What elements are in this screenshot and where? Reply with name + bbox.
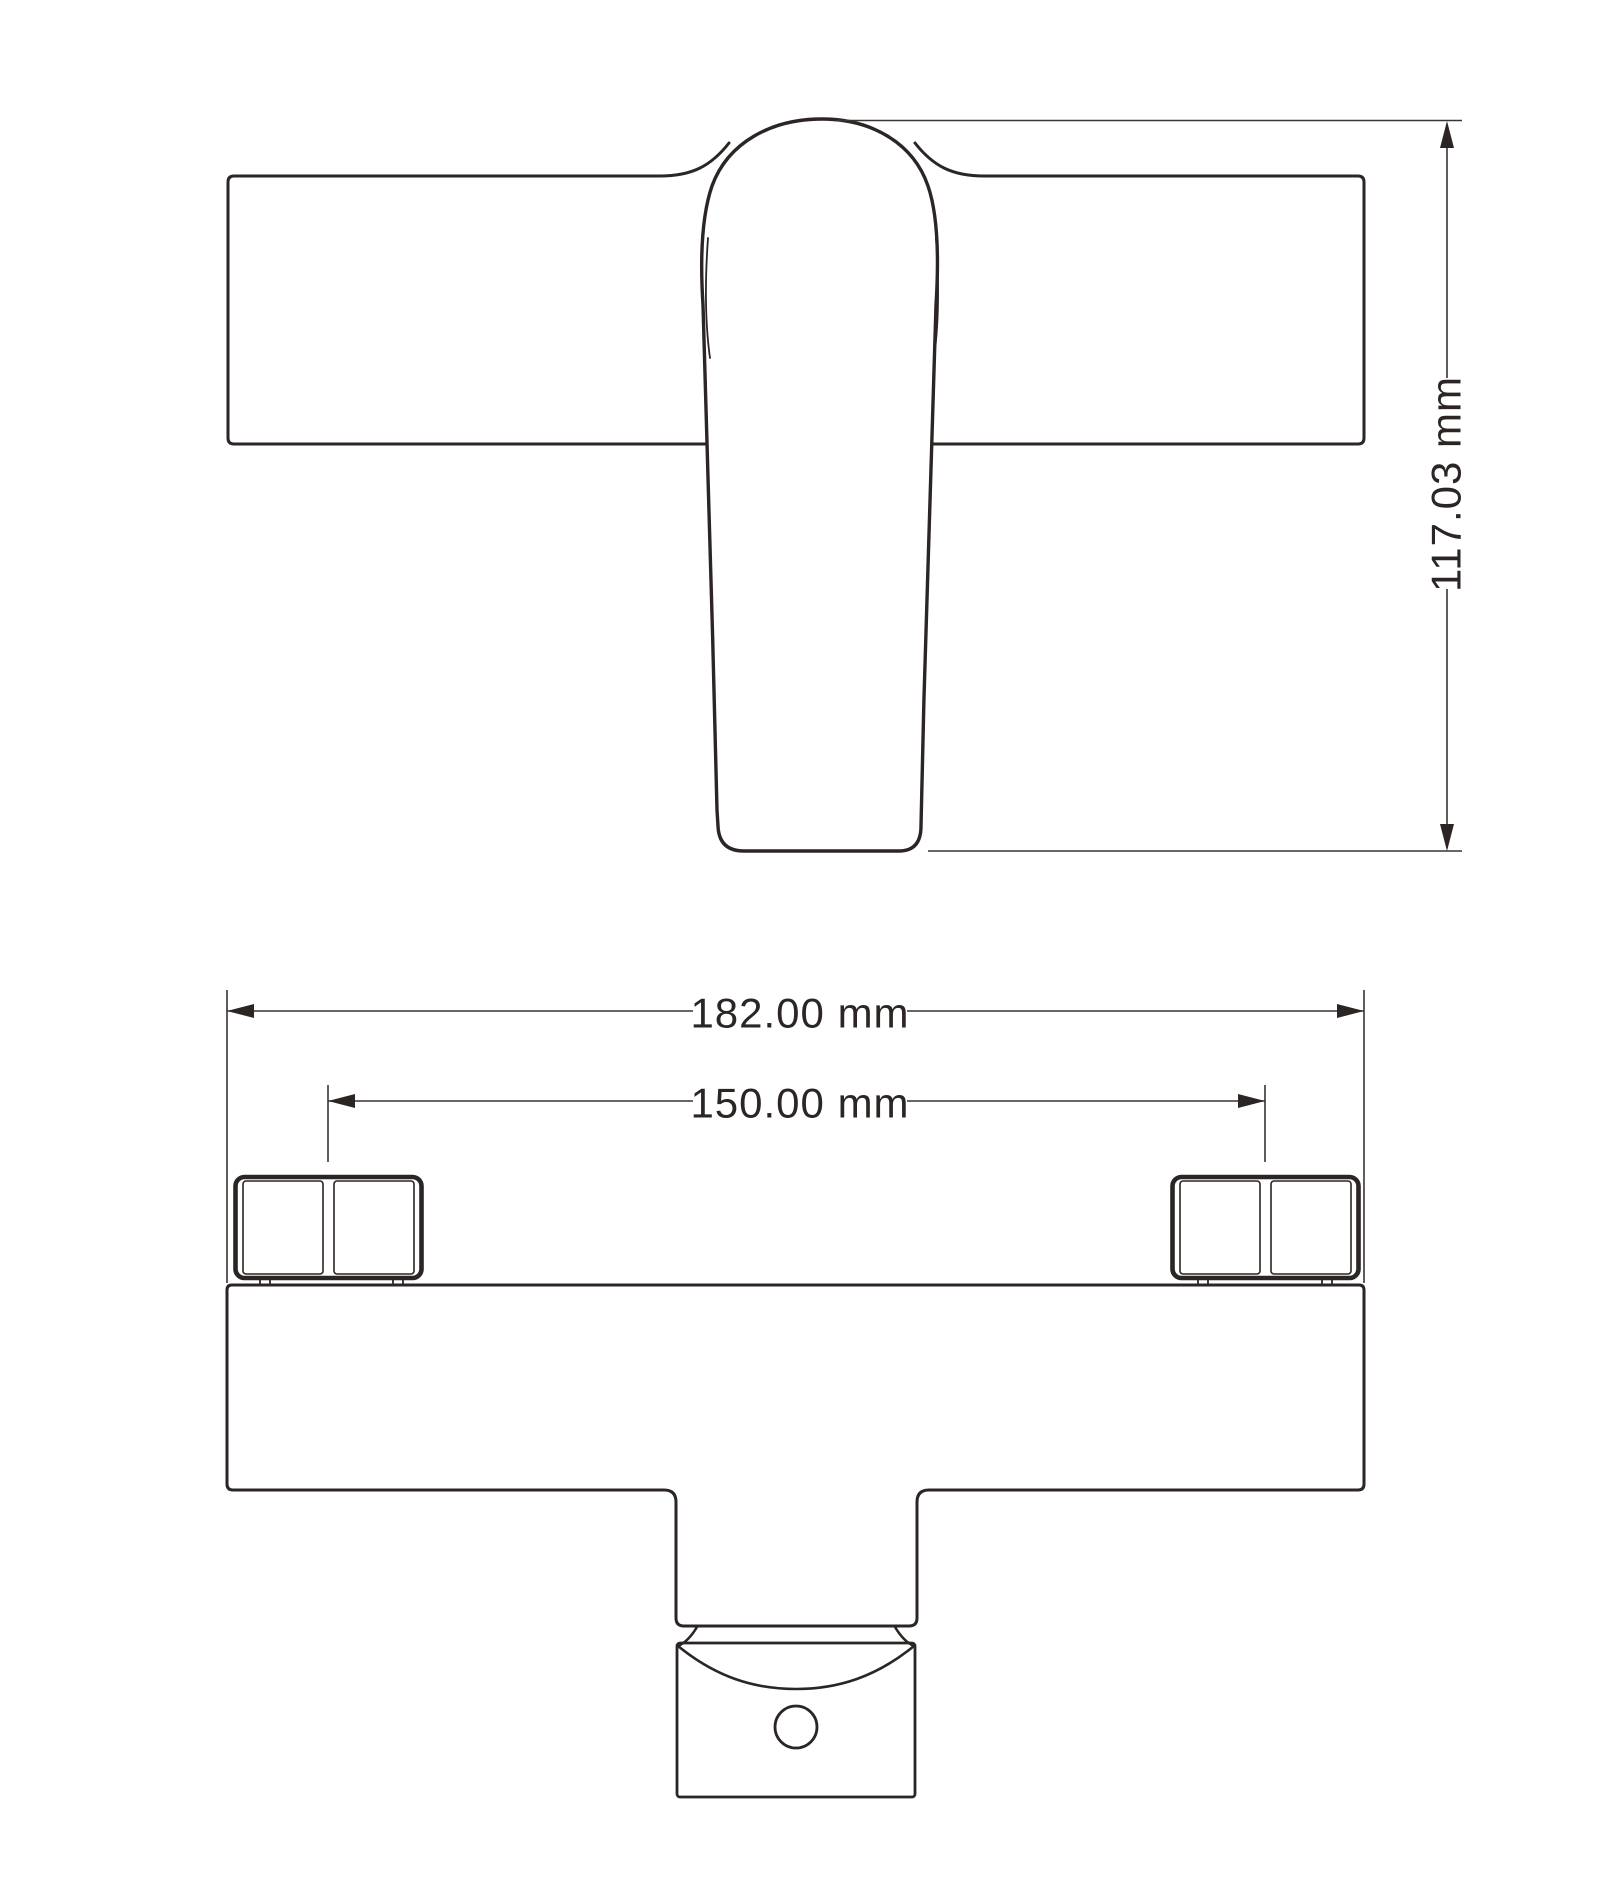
centers-width-label: 150.00 mm [690,1079,910,1127]
arrowhead-right [1238,1094,1265,1108]
height-dimension-label: 117.03 mm [1422,376,1470,592]
arrowhead-left [328,1094,355,1108]
valve-block-left-outer [236,1177,422,1278]
arrowhead-down [1440,824,1454,851]
valve-block-right [1173,1177,1359,1278]
bottom-view [227,990,1364,1798]
arrowhead-right [1337,1004,1364,1018]
arrowhead-up [1440,121,1454,148]
overall-width-label: 182.00 mm [690,989,910,1037]
front-view [228,119,1470,851]
valve-block-right-outer [1173,1177,1359,1278]
arrowhead-left [227,1004,254,1018]
body-outline [227,1285,1364,1626]
centers-width-dimension [328,1080,1265,1163]
valve-block-left [236,1177,422,1278]
aerator-circle [775,1706,817,1748]
lever-handle [702,119,938,851]
